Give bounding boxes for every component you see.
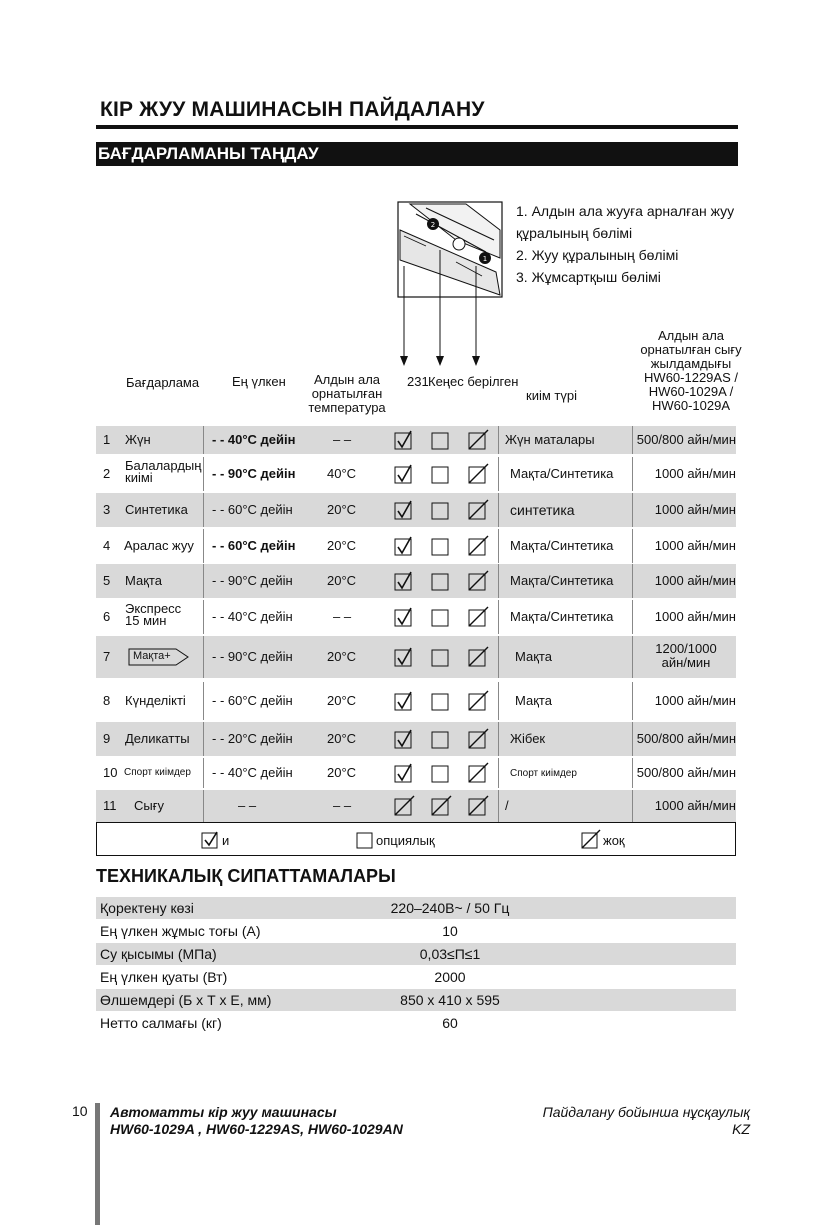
spin-speed: 500/800 айн/мин — [636, 432, 736, 447]
max-temp: - - 90°С дейін — [212, 649, 293, 664]
col-slots: 231 — [407, 374, 429, 389]
preset-temp: 20°С — [327, 649, 357, 664]
empty-box-icon — [431, 690, 453, 712]
check-icon — [394, 762, 416, 784]
spin-speed: 1200/1000 айн/мин — [655, 641, 717, 670]
preset-temp: – – — [333, 432, 352, 447]
program-name: Сығу — [134, 798, 164, 813]
check-icon — [201, 831, 219, 849]
clothes-type: Мақта — [515, 649, 552, 664]
check-icon — [394, 429, 416, 451]
column-divider — [203, 722, 204, 756]
row-number: 3 — [103, 502, 111, 517]
tech-value: 10 — [442, 923, 458, 939]
cross-box-icon — [468, 795, 490, 817]
legend-optional: опциялық — [376, 833, 435, 848]
row-number: 2 — [103, 466, 111, 481]
max-temp: - - 40°С дейін — [212, 765, 293, 780]
empty-box-icon — [431, 646, 453, 668]
empty-box-icon — [431, 762, 453, 784]
program-name: Жүн — [125, 432, 151, 447]
check-icon — [394, 463, 416, 485]
max-temp: - - 90°С дейін — [212, 466, 296, 481]
symbol-legend — [96, 822, 736, 856]
max-temp: - - 20°С дейін — [212, 731, 293, 746]
program-name: Мақта+ — [133, 650, 171, 662]
program-name: Деликатты — [125, 731, 190, 746]
clothes-type: Жібек — [510, 731, 546, 746]
column-divider — [203, 426, 204, 454]
column-divider — [632, 426, 633, 454]
max-temp: - - 40°С дейін — [212, 432, 296, 447]
footer-bar — [95, 1103, 100, 1225]
cross-box-icon — [468, 463, 490, 485]
cross-box-icon — [468, 535, 490, 557]
max-temp: - - 60°С дейін — [212, 538, 296, 553]
cross-box-icon — [468, 570, 490, 592]
empty-box-icon — [431, 429, 453, 451]
program-name: Мақта — [125, 573, 162, 588]
column-divider — [498, 564, 499, 598]
check-icon — [394, 606, 416, 628]
max-temp: - - 60°С дейін — [212, 502, 293, 517]
preset-temp: 40°С — [327, 466, 357, 481]
tech-label: Нетто салмағы (кг) — [100, 1015, 222, 1031]
row-number: 6 — [103, 609, 111, 624]
empty-box-icon — [431, 606, 453, 628]
col-program: Бағдарлама — [126, 375, 200, 390]
section-title: БАҒДАРЛАМАНЫ ТАҢДАУ — [96, 142, 738, 166]
program-name: Күнделікті — [125, 693, 186, 708]
legend-no: жоқ — [603, 833, 625, 848]
preset-temp: 20°С — [327, 765, 357, 780]
empty-box-icon — [431, 570, 453, 592]
legend-yes: и — [222, 833, 230, 848]
clothes-type: Мақта/Синтетика — [510, 573, 614, 588]
empty-box-icon — [431, 463, 453, 485]
cross-box-icon — [468, 690, 490, 712]
column-divider — [498, 790, 499, 822]
column-divider — [498, 722, 499, 756]
tech-label: Өлшемдері (Б х Т х Е, мм) — [100, 992, 272, 1008]
cross-box-icon — [468, 728, 490, 750]
tech-label: Ең үлкен жұмыс тоғы (А) — [100, 923, 261, 939]
column-divider — [203, 564, 204, 598]
row-number: 9 — [103, 731, 111, 746]
detergent-legend — [516, 200, 734, 288]
preset-temp: 20°С — [327, 502, 357, 517]
col-advice: Кеңес берілген — [428, 374, 519, 389]
col-clothes: киім түрі — [526, 388, 577, 403]
program-name: Спорт киімдер — [124, 767, 191, 778]
cross-box-icon — [468, 499, 490, 521]
column-divider — [632, 600, 633, 634]
tech-label: Қоректену көзі — [100, 900, 194, 916]
tech-value: 850 х 410 х 595 — [400, 992, 500, 1008]
legend-line: 3. Жұмсартқыш бөлімі — [516, 269, 661, 285]
check-icon — [394, 535, 416, 557]
max-temp: – – — [238, 798, 257, 813]
preset-temp: – – — [333, 798, 352, 813]
clothes-type: Спорт киімдер — [510, 768, 577, 779]
preset-temp: 20°С — [327, 731, 357, 746]
column-divider — [203, 682, 204, 720]
col-spin: Алдын ала орнатылған сығу жылдамдығы HW60-1229AS / HW60-1029A / HW60-1029A — [640, 328, 742, 413]
preset-temp: 20°С — [327, 693, 357, 708]
row-number: 1 — [103, 432, 111, 447]
col-preset-temp: Алдын ала орнатылған температура — [308, 372, 386, 415]
column-divider — [203, 493, 204, 527]
detergent-drawer-illustration — [396, 200, 506, 370]
column-divider — [498, 493, 499, 527]
column-divider — [498, 758, 499, 788]
tech-value: 220–240В~ / 50 Гц — [390, 900, 510, 916]
tech-label: Ең үлкен қуаты (Вт) — [100, 969, 228, 985]
column-divider — [203, 457, 204, 491]
spin-speed: 1000 айн/мин — [654, 798, 736, 813]
column-divider — [632, 758, 633, 788]
legend-line: құралының бөлімі — [516, 225, 633, 241]
clothes-type: Мақта — [515, 693, 552, 708]
title-rule — [96, 125, 738, 129]
column-divider — [632, 682, 633, 720]
row-number: 8 — [103, 693, 111, 708]
column-divider — [632, 493, 633, 527]
column-divider — [632, 564, 633, 598]
tech-value: 60 — [442, 1015, 458, 1031]
row-number: 4 — [103, 538, 111, 553]
clothes-type: синтетика — [510, 502, 575, 518]
row-number: 10 — [103, 765, 118, 780]
spin-speed: 500/800 айн/мин — [636, 731, 736, 746]
cross-box-icon — [468, 762, 490, 784]
column-divider — [498, 529, 499, 563]
max-temp: - - 90°С дейін — [212, 573, 293, 588]
column-divider — [203, 758, 204, 788]
tech-value: 2000 — [434, 969, 466, 985]
column-divider — [632, 790, 633, 822]
legend-line: 2. Жуу құралының бөлімі — [516, 247, 679, 263]
footer-left: Автоматты кір жуу машинасы HW60-1029A , HW60-1229AS, HW60-1029AN — [110, 1104, 403, 1137]
program-arrow-label — [128, 648, 190, 671]
clothes-type: Жүн маталары — [505, 432, 595, 447]
row-number: 7 — [103, 649, 111, 664]
cross-box-icon — [581, 829, 601, 849]
cross-box-icon — [394, 795, 416, 817]
column-divider — [498, 426, 499, 454]
cross-box-icon — [431, 795, 453, 817]
page-title: КІР ЖУУ МАШИНАСЫН ПАЙДАЛАНУ — [100, 98, 485, 121]
max-temp: - - 60°С дейін — [212, 693, 293, 708]
clothes-type: Мақта/Синтетика — [510, 466, 614, 481]
check-icon — [394, 570, 416, 592]
spin-speed: 1000 айн/мин — [654, 466, 736, 481]
column-divider — [632, 722, 633, 756]
spin-speed: 1000 айн/мин — [654, 609, 736, 624]
footer-right: Пайдалану бойынша нұсқаулық KZ — [542, 1104, 750, 1137]
column-divider — [203, 636, 204, 678]
svg-text:1: 1 — [482, 255, 488, 263]
empty-box-icon — [431, 499, 453, 521]
clothes-type: Мақта/Синтетика — [510, 538, 614, 553]
check-icon — [394, 690, 416, 712]
preset-temp: – – — [333, 609, 352, 624]
column-divider — [632, 636, 633, 678]
spin-speed: 500/800 айн/мин — [636, 765, 736, 780]
cross-box-icon — [468, 429, 490, 451]
column-divider — [498, 636, 499, 678]
column-divider — [632, 529, 633, 563]
preset-temp: 20°С — [327, 538, 357, 553]
tech-value: 0,03≤П≤1 — [419, 946, 481, 962]
preset-temp: 20°С — [327, 573, 357, 588]
cross-box-icon — [468, 606, 490, 628]
check-icon — [394, 499, 416, 521]
row-number: 5 — [103, 573, 111, 588]
cross-box-icon — [468, 646, 490, 668]
column-divider — [203, 790, 204, 822]
page-number: 10 — [72, 1103, 88, 1119]
spin-speed: 1000 айн/мин — [654, 538, 736, 553]
program-name: Экспресс 15 мин — [125, 601, 182, 628]
column-divider — [498, 600, 499, 634]
column-divider — [632, 457, 633, 491]
empty-box-icon — [431, 535, 453, 557]
check-icon — [394, 646, 416, 668]
column-divider — [203, 600, 204, 634]
check-icon — [394, 728, 416, 750]
row-number: 11 — [103, 798, 117, 813]
empty-box-icon — [431, 728, 453, 750]
column-divider — [498, 457, 499, 491]
spin-speed: 1000 айн/мин — [654, 693, 736, 708]
legend-line: 1. Алдын ала жууға арналған жуу — [516, 203, 735, 219]
program-name: Синтетика — [125, 502, 188, 517]
svg-text:2: 2 — [430, 221, 436, 229]
tech-title: ТЕХНИКАЛЫҚ СИПАТТАМАЛАРЫ — [96, 866, 396, 886]
column-divider — [498, 682, 499, 720]
clothes-type: Мақта/Синтетика — [510, 609, 614, 624]
tech-label: Су қысымы (МПа) — [100, 946, 217, 962]
spin-speed: 1000 айн/мин — [654, 502, 736, 517]
clothes-type: / — [505, 798, 509, 813]
program-name: Балалардың киімі — [125, 458, 202, 485]
empty-box-icon — [356, 831, 374, 849]
spin-speed: 1000 айн/мин — [654, 573, 736, 588]
column-divider — [203, 529, 204, 563]
col-max: Ең үлкен — [232, 374, 286, 389]
program-name: Аралас жуу — [124, 538, 194, 553]
max-temp: - - 40°С дейін — [212, 609, 293, 624]
